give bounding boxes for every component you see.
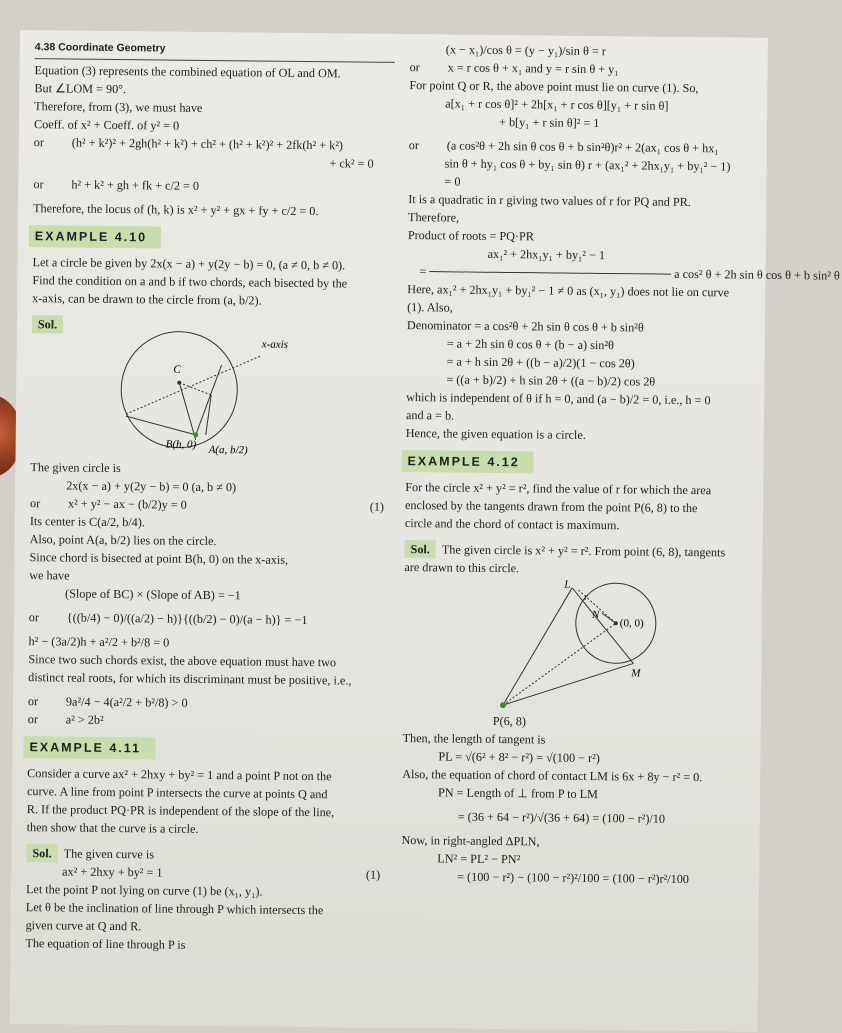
tangent-figure bbox=[403, 576, 759, 715]
text-line: which is independent of θ if h = 0, and (a − b)/2 = 0, i.e., h = 0 bbox=[406, 390, 711, 408]
text-line: Let the point P not lying on curve (1) be (x₁, y₁). bbox=[25, 882, 263, 899]
text-line: The given circle is bbox=[30, 460, 121, 476]
text-line: The equation of line through P is bbox=[25, 936, 186, 952]
right-column bbox=[401, 40, 840, 889]
text-line: Consider a curve ax² + 2hxy + by² = 1 and a point P not on the bbox=[27, 766, 332, 784]
math-line: or x² + y² − ax − (b/2)y = 0 (1) bbox=[29, 496, 385, 514]
math-line: h² − (3a/2)h + a²/2 + b²/8 = 0 bbox=[28, 634, 170, 650]
point-label: A(a, b/2) bbox=[208, 443, 248, 457]
math-line: (x − x₁)/cos θ = (y − y₁)/sin θ = r bbox=[445, 42, 606, 59]
sol-line: Sol. The given circle is x² + y² = r². From point (6, 8), tangents bbox=[404, 540, 759, 562]
text-line: Coeff. of x² + Coeff. of y² = 0 bbox=[33, 117, 180, 133]
text-line: Therefore, the locus of (h, k) is x² + y² + gx + fy + c/2 = 0. bbox=[33, 201, 319, 219]
text-line: curve. A line from point P intersects the curve at points Q and bbox=[26, 784, 328, 802]
math-line: or {((b/4) − 0)/((a/2) − h)}{((b/2) − 0)/(a − h)} = −1 bbox=[28, 610, 308, 628]
text-line: circle and the chord of contact is maximum. bbox=[404, 516, 620, 533]
math-line: PN = Length of ⊥ from P to LM bbox=[437, 785, 599, 802]
center-label: C bbox=[173, 363, 181, 376]
example-heading: EXAMPLE 4.12 bbox=[401, 450, 533, 473]
math-line: ax² + 2hxy + by² = 1 (1) bbox=[62, 864, 381, 882]
running-header: 4.38 Coordinate Geometry bbox=[35, 30, 395, 63]
math-line: = ((a + b)/2) + h sin 2θ + ((a − b)/2) cos 2θ bbox=[446, 372, 656, 389]
circle-diagram bbox=[31, 333, 392, 462]
math-line: or 9a²/4 − 4(a²/2 + b²/8) > 0 bbox=[27, 694, 188, 710]
text-line: Also, the equation of chord of contact LM is 6x + 8y − r² = 0. bbox=[402, 767, 703, 785]
text-line: Therefore, bbox=[407, 210, 460, 225]
text-line: Equation (3) represents the combined equation of OL and OM. bbox=[34, 63, 341, 81]
point-label: B(h, 0) bbox=[165, 438, 197, 451]
text-line: and a = b. bbox=[405, 408, 455, 423]
text-line: Hence, the given equation is a circle. bbox=[405, 426, 586, 442]
origin-label: (0, 0) bbox=[619, 617, 644, 630]
text-line: Here, ax₁² + 2hx₁y₁ + by₁² − 1 ≠ 0 as (x₁, y₁) does not lie on curve bbox=[407, 282, 730, 300]
text-line: Product of roots = PQ·PR bbox=[407, 228, 534, 244]
math-line: or x = r cos θ + x₁ and y = r sin θ + y₁ bbox=[409, 60, 619, 77]
text-line: For the circle x² + y² = r², find the value of r for which the area bbox=[405, 480, 712, 498]
sol-label: Sol. bbox=[32, 315, 63, 333]
math-line: ax₁² + 2hx₁y₁ + by₁² − 1 bbox=[487, 246, 606, 263]
point-label: P(6, 8) bbox=[492, 713, 527, 729]
text-line: Since two such chords exist, the above equation must have two bbox=[28, 652, 337, 670]
text-line: Therefore, from (3), we must have bbox=[34, 99, 203, 115]
radius-label: r bbox=[584, 591, 589, 603]
example-heading: EXAMPLE 4.10 bbox=[29, 225, 161, 248]
text-line: Let a circle be given by 2x(x − a) + y(2y − b) = 0, (a ≠ 0, b ≠ 0). bbox=[32, 255, 346, 273]
text-line: It is a quadratic in r giving two values of r for PQ and PR. bbox=[408, 192, 691, 210]
math-line: PL = √(6² + 8² − r²) = √(100 − r²) bbox=[438, 749, 600, 766]
math-line: or (a cos²θ + 2h sin θ cos θ + b sin²θ)r² + 2(ax₁ cos θ + hx₁ bbox=[408, 138, 719, 156]
math-line: + ck² = 0 bbox=[329, 156, 374, 171]
text-line: x-axis, can be drawn to the circle from (a, b/2). bbox=[32, 291, 262, 308]
text-line: But ∠LOM = 90°. bbox=[34, 81, 127, 97]
math-line: or a² > 2b² bbox=[27, 712, 104, 727]
text-line: we have bbox=[29, 568, 70, 583]
text-line: (1). Also, bbox=[407, 300, 453, 315]
sol-line: Sol. The given curve is bbox=[26, 844, 386, 866]
text-line: Its center is C(a/2, b/4). bbox=[29, 514, 146, 530]
text-line: Also, point A(a, b/2) lies on the circle. bbox=[29, 532, 217, 549]
math-line: + b[y₁ + r sin θ]² = 1 bbox=[498, 115, 600, 131]
text-line: then show that the curve is a circle. bbox=[26, 820, 199, 836]
example-heading: EXAMPLE 4.11 bbox=[23, 736, 155, 759]
text-line: Let θ be the inclination of line through P which intersects the bbox=[25, 900, 324, 918]
math-line: = a + 2h sin θ cos θ + (b − a) sin²θ bbox=[446, 336, 614, 353]
text-line: For point Q or R, the above point must lie on curve (1). So, bbox=[409, 78, 699, 96]
point-label: N bbox=[591, 609, 600, 622]
point-label: L bbox=[564, 578, 571, 591]
text-line: Find the condition on a and b if two chords, each bisected by the bbox=[32, 273, 348, 291]
math-line: = (36 + 64 − r²)/√(36 + 64) = (100 − r²)/10 bbox=[457, 809, 666, 826]
math-line: LN² = PL² − PN² bbox=[437, 851, 521, 867]
math-line: or (h² + k²)² + 2gh(h² + k²) + ch² + (h² + k²)² + 2fk(h² + k²) bbox=[33, 135, 344, 153]
math-line: (Slope of BC) × (Slope of AB) = −1 bbox=[65, 586, 241, 603]
math-line: Denominator = a cos²θ + 2h sin θ cos θ + b sin²θ bbox=[406, 318, 644, 335]
book-page bbox=[10, 30, 840, 1032]
axis-label: x-axis bbox=[261, 338, 289, 351]
circle-figure bbox=[31, 333, 392, 462]
left-column bbox=[25, 30, 395, 956]
text-line: Then, the length of tangent is bbox=[402, 731, 546, 747]
point-label: M bbox=[631, 667, 641, 680]
text-line: Since chord is bisected at point B(h, 0) on the x-axis, bbox=[29, 550, 289, 567]
text-line: enclosed by the tangents drawn from the point P(6, 8) to the bbox=[404, 498, 698, 516]
math-line: = 0 bbox=[444, 174, 461, 189]
text-line: Now, in right-angled ΔPLN, bbox=[401, 833, 540, 849]
math-line: = a + h sin 2θ + ((b − a)/2)(1 − cos 2θ) bbox=[446, 354, 635, 371]
math-line: or h² + k² + gh + fk + c/2 = 0 bbox=[33, 177, 200, 193]
math-line: a[x₁ + r cos θ]² + 2h[x₁ + r cos θ][y₁ + r sin θ] bbox=[445, 96, 669, 113]
math-line: 2x(x − a) + y(2y − b) = 0 (a, b ≠ 0) bbox=[66, 478, 237, 495]
math-line: sin θ + hy₁ cos θ + by₁ sin θ) r + (ax₁² + 2hx₁y₁ + by₁² − 1) bbox=[444, 156, 731, 174]
text-line: are drawn to this circle. bbox=[404, 560, 520, 576]
math-line: = ──────────────────────────── a cos² θ + 2h sin θ cos θ + b sin² θ bbox=[419, 264, 840, 283]
tangent-diagram bbox=[403, 576, 759, 715]
text-line: given curve at Q and R. bbox=[25, 918, 142, 934]
text-line: distinct real roots, for which its discriminant must be positive, i.e., bbox=[28, 670, 352, 688]
math-line: = (100 − r²) − (100 − r²)²/100 = (100 − r²)r²/100 bbox=[457, 869, 690, 887]
text-line: R. If the product PQ·PR is independent of the slope of the line, bbox=[26, 802, 335, 820]
